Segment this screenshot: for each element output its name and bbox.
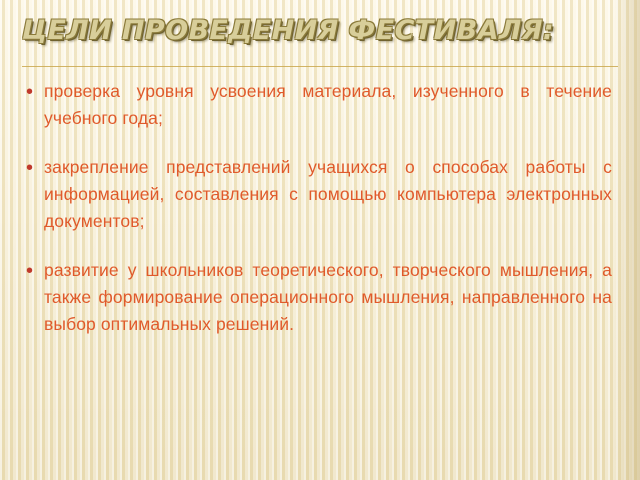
title-block [22, 14, 618, 66]
bullet-icon: • [26, 157, 34, 179]
bullet-icon: • [26, 81, 34, 103]
list-item [26, 154, 612, 235]
bullet-icon: • [26, 260, 34, 282]
list-item-text: развитие у школьников теоретического, творческого мышления, а также формирование операционного мышления, направленного на выбор оптимальных решений. [44, 260, 612, 334]
list-item-text: проверка уровня усвоения материала, изученного в течение учебного года; [44, 81, 612, 128]
list-item-text: закрепление представлений учащихся о способах работы с информацией, составления с помощью компьютера электронных документов; [44, 157, 612, 231]
bullet-list [26, 78, 612, 360]
page-title: ЦЕЛИ ПРОВЕДЕНИЯ ФЕСТИВАЛЯ: [22, 15, 555, 46]
list-item [26, 257, 612, 338]
list-item [26, 78, 612, 132]
title-divider [22, 66, 618, 67]
